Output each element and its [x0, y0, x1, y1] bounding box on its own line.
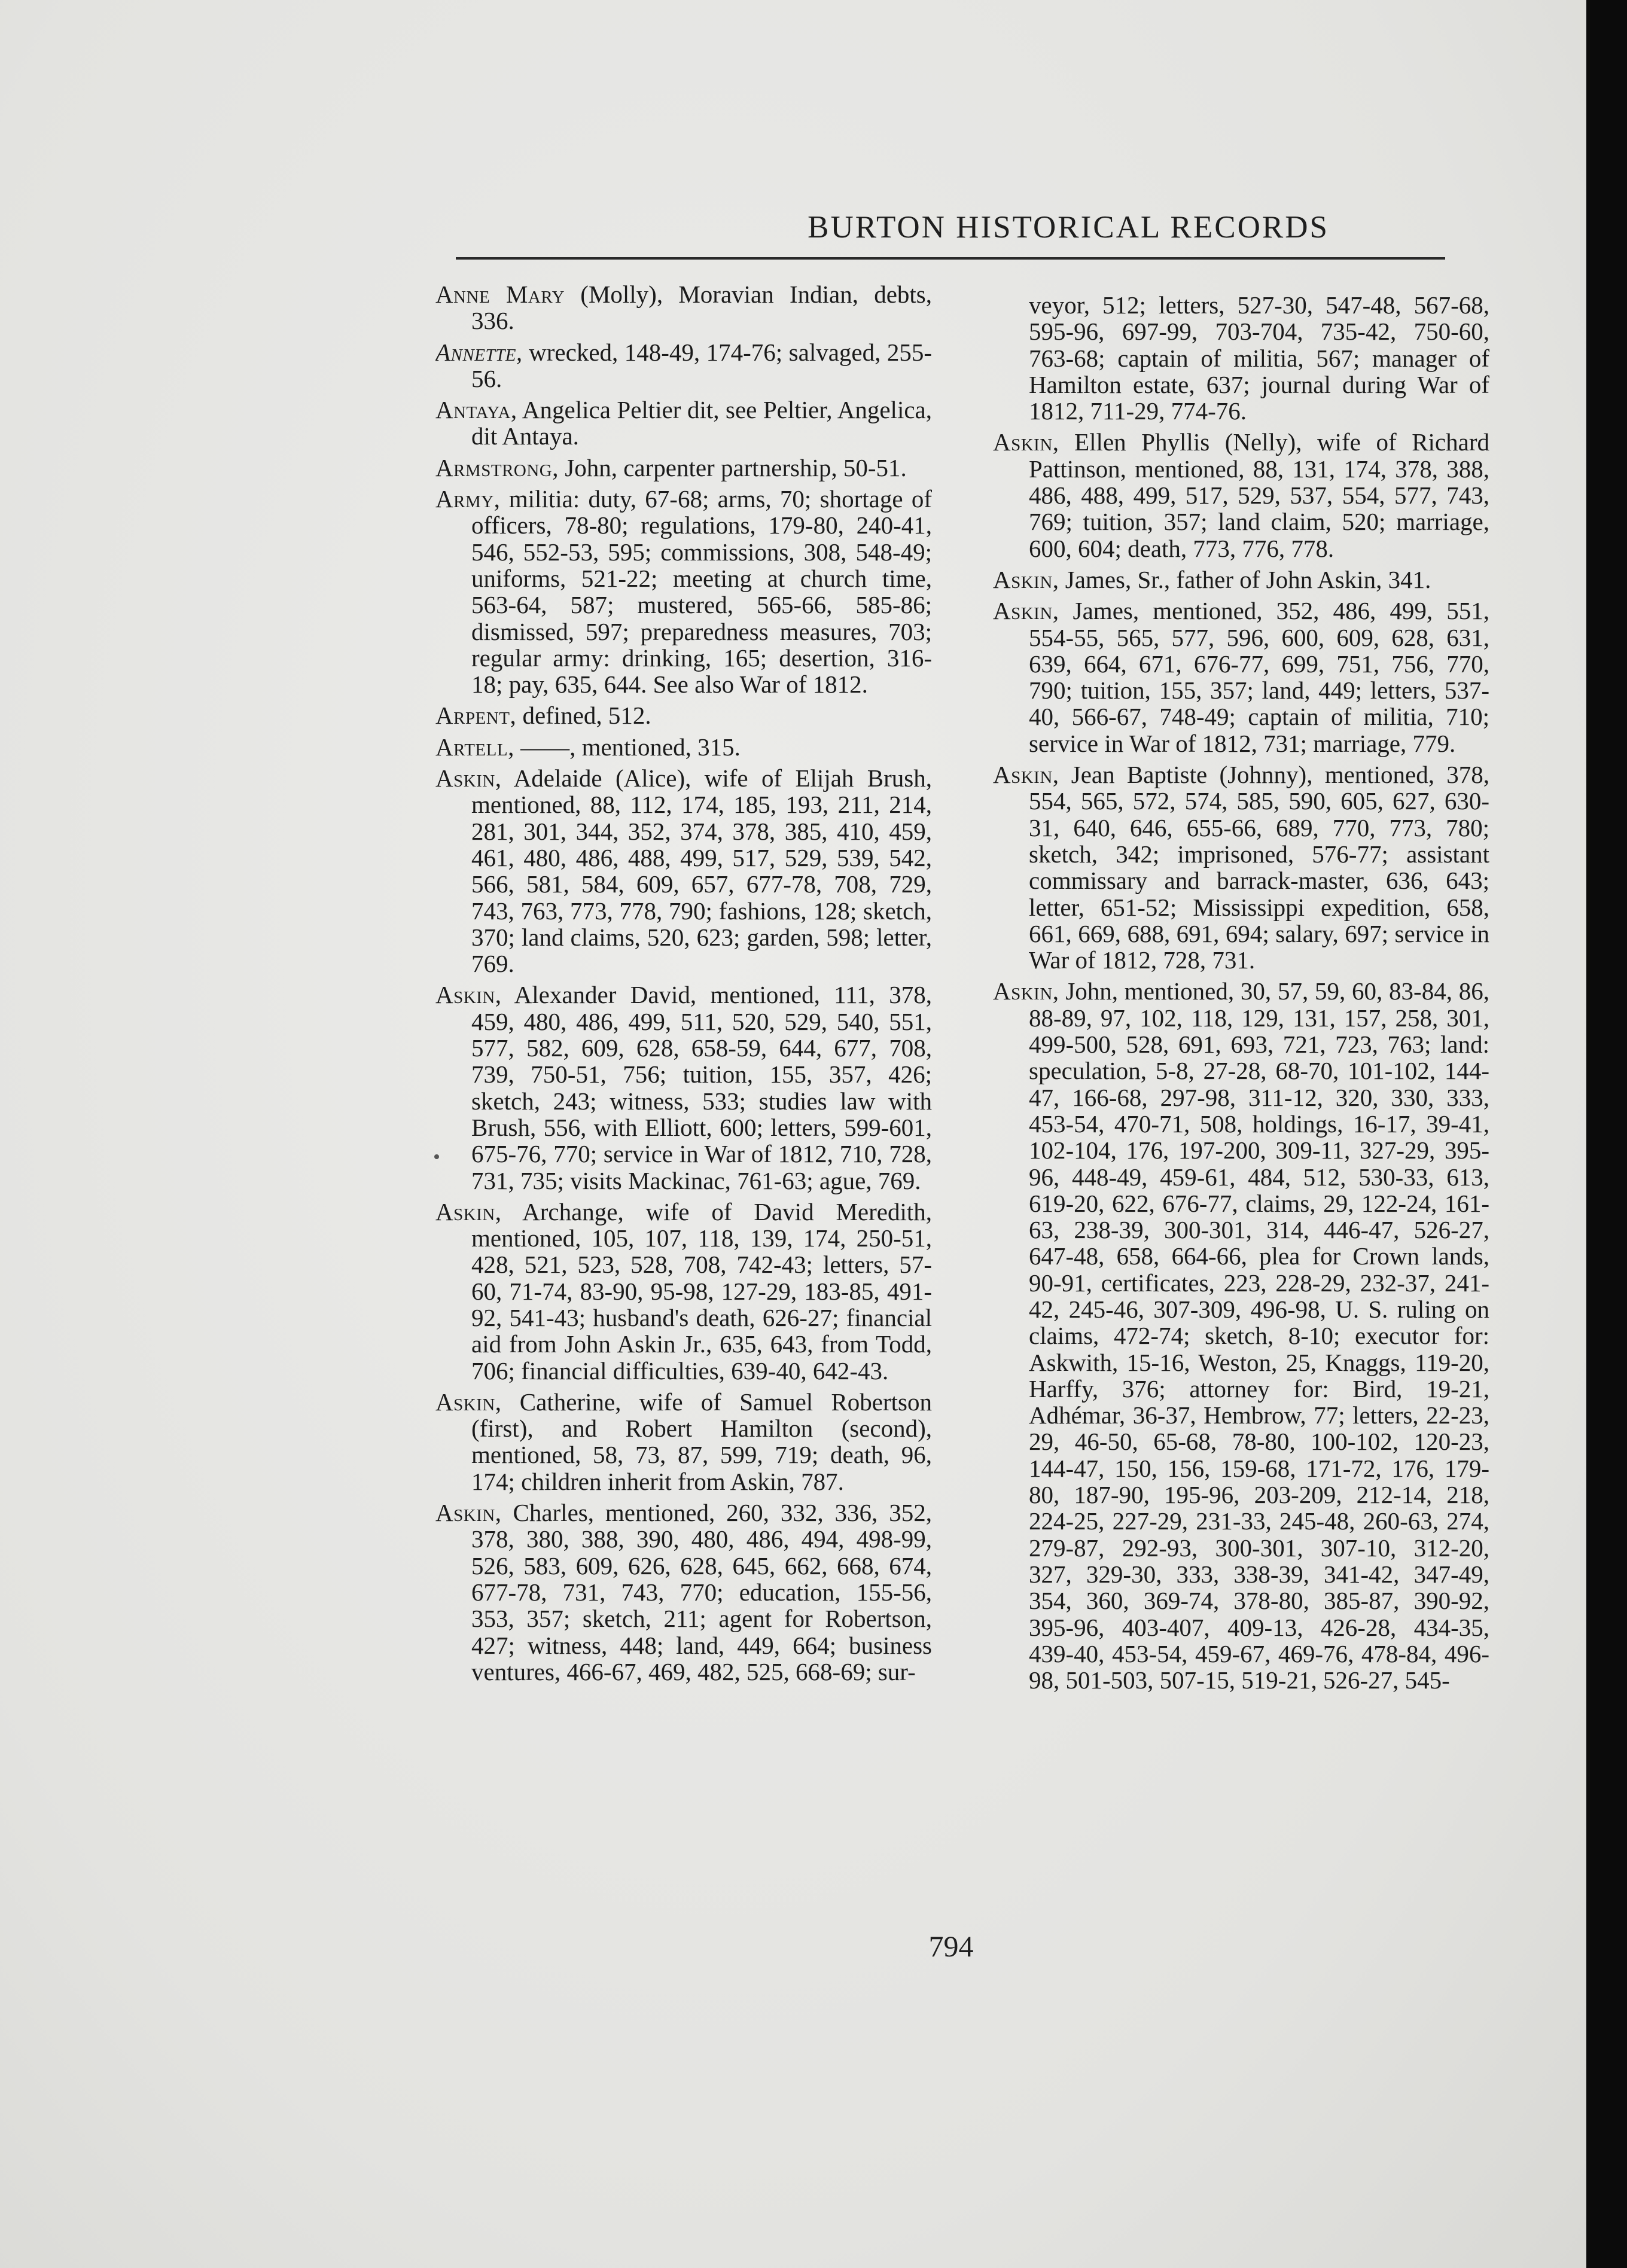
print-speck	[434, 1154, 439, 1159]
header-rule	[456, 257, 1445, 260]
index-entry: Artell, ——, mentioned, 315.	[435, 733, 741, 761]
index-entry-continued: veyor, 512; letters, 527-30, 547-48, 567-68, 595-96, 697-99, 703-704, 735-42, 750-60, 763-68; captain of militia, 567; manager of Hamilton estate, 637; journal during War of 1812, 711-29, 774-76.	[1029, 292, 1489, 425]
index-entry: Armstrong, John, carpenter partnership, 50-51.	[435, 453, 907, 481]
index-entry: Askin, John, mentioned, 30, 57, 59, 60, 83-84, 86, 88-89, 97, 102, 118, 129, 131, 157, 258, 301, 499-500, 528, 691, 693, 721, 723, 763; land: speculation, 5-8, 27-28, 68-70, 101-102, 144-47, 166-68, 297-98, 311-12, 320, 330, 333, 453-54, 470-71, 508, holdings, 16-17, 39-41, 102-104, 176, 197-200, 309-11, 327-29, 395-96, 448-49, 459-61, 484, 512, 530-33, 613, 619-20, 622, 676-77, claims, 29, 122-24, 161-63, 238-39, 300-301, 314, 446-47, 526-27, 647-48, 658, 664-66, plea for Crown lands, 90-91, certificates, 223, 228-29, 232-37, 241-42, 245-46, 307-309, 496-98, U. S. ruling on claims, 472-74; sketch, 8-10; executor for: Askwith, 15-16, Weston, 25, Knaggs, 119-20, Harffy, 376; attorney for: Bird, 19-21, Adhémar, 36-37, Hembrow, 77; letters, 22-23, 29, 46-50, 65-68, 78-80, 100-102, 120-23, 144-47, 150, 156, 159-68, 171-72, 176, 179-80, 187-90, 195-96, 203-209, 212-14, 218, 224-25, 227-29, 231-33, 245-48, 260-63, 274, 279-87, 292-93, 300-301, 307-10, 312-20, 327, 329-30, 333, 338-39, 341-42, 347-49, 354, 360, 369-74, 378-80, 385-87, 390-92, 395-96, 403-407, 409-13, 426-28, 434-35, 439-40, 453-54, 459-67, 469-76, 478-84, 496-98, 501-503, 507-15, 519-21, 526-27, 545-	[993, 977, 1489, 1694]
index-entry: Askin, Archange, wife of David Meredith, mentioned, 105, 107, 118, 139, 174, 250-51, 428, 521, 523, 528, 708, 742-43; letters, 57-60, 71-74, 83-90, 95-98, 127-29, 183-85, 491-92, 541-43; husband's death, 626-27; financial aid from John Askin Jr., 635, 643, from Todd, 706; financial difficulties, 639-40, 642-43.	[435, 1197, 932, 1385]
index-entry: Askin, James, Sr., father of John Askin, 341.	[993, 565, 1431, 593]
index-entry: Army, militia: duty, 67-68; arms, 70; shortage of officers, 78-80; regulations, 179-80, 240-41, 546, 552-53, 595; commissions, 308, 548-49; uniforms, 521-22; meeting at church time, 563-64, 587; mustered, 565-66, 585-86; dismissed, 597; preparedness measures, 703; regular army: drinking, 165; desertion, 316-18; pay, 635, 644. See also War of 1812.	[435, 485, 932, 699]
index-entry: Askin, Jean Baptiste (Johnny), mentioned, 378, 554, 565, 572, 574, 585, 590, 605, 627, 630-31, 640, 646, 655-66, 689, 770, 773, 780; sketch, 342; imprisoned, 576-77; assistant commissary and barrack-master, 636, 643; letter, 651-52; Mississippi expedition, 658, 661, 669, 688, 691, 694; salary, 697; service in War of 1812, 728, 731.	[993, 761, 1489, 974]
index-entry: Annette, wrecked, 148-49, 174-76; salvaged, 255-56.	[435, 338, 932, 392]
index-entry: Askin, Catherine, wife of Samuel Robertson (first), and Robert Hamilton (second), mentioned, 58, 73, 87, 599, 719; death, 96, 174; children inherit from Askin, 787.	[435, 1388, 932, 1495]
index-entry: Askin, Alexander David, mentioned, 111, 378, 459, 480, 486, 499, 511, 520, 529, 540, 551, 577, 582, 609, 628, 658-59, 644, 677, 708, 739, 750-51, 756; tuition, 155, 357, 426; sketch, 243; witness, 533; studies law with Brush, 556, with Elliott, 600; letters, 599-601, 675-76, 770; service in War of 1812, 710, 728, 731, 735; visits Mackinac, 761-63; ague, 769.	[435, 981, 932, 1194]
page-number: 794	[928, 1929, 974, 1963]
running-head: BURTON HISTORICAL RECORDS	[808, 210, 1329, 245]
index-column-right	[993, 292, 1489, 1931]
index-entry: Askin, James, mentioned, 352, 486, 499, 551, 554-55, 565, 577, 596, 600, 609, 628, 631, 639, 664, 671, 676-77, 699, 751, 756, 770, 790; tuition, 155, 357; land, 449; letters, 537-40, 566-67, 748-49; captain of militia, 710; service in War of 1812, 731; marriage, 779.	[993, 597, 1489, 757]
index-entry: Antaya, Angelica Peltier dit, see Peltier, Angelica, dit Antaya.	[435, 396, 932, 450]
index-entry: Arpent, defined, 512.	[435, 702, 651, 730]
index-entry: Anne Mary (Molly), Moravian Indian, debts, 336.	[435, 281, 932, 335]
index-column-left	[435, 281, 932, 1920]
index-entry: Askin, Ellen Phyllis (Nelly), wife of Richard Pattinson, mentioned, 88, 131, 174, 378, 388, 486, 488, 499, 517, 529, 537, 554, 577, 743, 769; tuition, 357; land claim, 520; marriage, 600, 604; death, 773, 776, 778.	[993, 428, 1489, 562]
index-entry: Askin, Charles, mentioned, 260, 332, 336, 352, 378, 380, 388, 390, 480, 486, 494, 498-99, 526, 583, 609, 626, 628, 645, 662, 668, 674, 677-78, 731, 743, 770; education, 155-56, 353, 357; sketch, 211; agent for Robertson, 427; witness, 448; land, 449, 664; business ventures, 466-67, 469, 482, 525, 668-69; sur-	[435, 1499, 932, 1685]
index-entry: Askin, Adelaide (Alice), wife of Elijah Brush, mentioned, 88, 112, 174, 185, 193, 211, 214, 281, 301, 344, 352, 374, 378, 385, 410, 459, 461, 480, 486, 488, 499, 517, 529, 539, 542, 566, 581, 584, 609, 657, 677-78, 708, 729, 743, 763, 773, 778, 790; fashions, 128; sketch, 370; land claims, 520, 623; garden, 598; letter, 769.	[435, 764, 932, 978]
